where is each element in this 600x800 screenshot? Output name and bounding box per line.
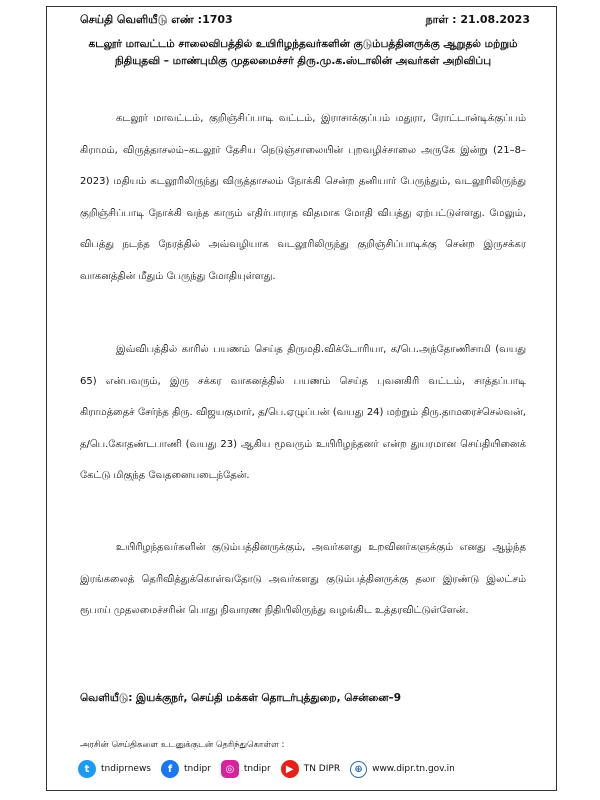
release-date: நாள் : 21.08.2023: [425, 13, 530, 26]
release-number: செய்தி வெளியீடு எண் :1703: [80, 13, 233, 26]
follow-text: அரசின் செய்திகளை உடனுக்குடன் தெரிந்துகொள்ள :: [80, 740, 285, 750]
release-by: வெளியீடு: இயக்குநர், செய்தி மக்கள் தொடர்புத்துறை, சென்னை–9: [80, 692, 402, 704]
youtube-link[interactable]: [281, 760, 340, 778]
facebook-handle: tndipr: [184, 764, 211, 774]
paragraph-1: கடலூர் மாவட்டம், குறிஞ்சிப்பாடி வட்டம், இராசாக்குப்பம் மதுரா, ரோட்டான்டிக்குப்பம் கிராமம், விருத்தாசலம்–கடலூர் தேசிய நெடுஞ்சாலையின் புறவழிச்சாலை அருகே இன்று (21–8–2023) மதியம் கடலூரிலிருந்து விருத்தாசலம் நோக்கி சென்ற தனியார் பேருந்தும், வடலூரிலிருந்து குறிஞ்சிப்பாடி நோக்கி வந்த காரும் எதிர்பாராத விதமாக மோதி விபத்து ஏற்பட்டுள்ளது. மேலும், விபத்து நடந்த நேரத்தில் அவ்வழியாக வடலூரிலிருந்து குறிஞ்சிப்பாடிக்கு சென்ற இருசக்கர வாகனத்தின் மீதும் பேருந்து மோதியுள்ளது.: [80, 113, 526, 282]
twitter-handle: tndiprnews: [101, 764, 151, 774]
social-links: [78, 760, 455, 778]
instagram-link[interactable]: [221, 760, 271, 778]
globe-icon: ⊕: [350, 761, 367, 778]
instagram-icon: ◎: [221, 760, 239, 778]
youtube-handle: TN DIPR: [303, 764, 341, 774]
website-url: www.dipr.tn.gov.in: [372, 764, 455, 774]
header: [80, 13, 530, 28]
document-title: கடலூர் மாவட்டம் சாலைவிபத்தில் உயிரிழந்தவர்களின் குடும்பத்தினருக்கு ஆறுதல் மற்றும் நிதியுதவி – மாண்புமிகு முதலமைச்சர் திரு.மு.க.ஸ்டாலின் அவர்கள் அறிவிப்பு: [88, 38, 518, 67]
facebook-icon: f: [161, 760, 179, 778]
paragraph-2: இவ்விபத்தில் காரில் பயணம் செய்த திருமதி.விக்டோரியா, க/பெ.அந்தோணிசாமி (வயது 65) என்பவரும், இரு சக்கர வாகனத்தில் பயணம் செய்த புவனகிரி வட்டம், சாத்தப்பாடி கிராமத்தைச் சேர்ந்த திரு. விஜயகுமார், த/பெ.ஏழுப்பன் (வயது 24) மற்றும் திரு.தாமரைச்செல்வன், த/பெ.கோதண்டபாணி (வயது 23) ஆகிய மூவரும் உயிரிழந்தனர் என்ற துயரமான செய்தியினைக் கேட்டு மிகுந்த வேதனையடைந்தேன்.: [80, 344, 526, 481]
twitter-icon: t: [78, 760, 96, 778]
paragraph-3: உயிரிழந்தவர்களின் குடும்பத்தினருக்கும், அவர்களது உறவினர்களுக்கும் எனது ஆழ்ந்த இரங்கலைத் தெரிவித்துக்கொள்வதோடு அவர்களது குடும்பத்தினருக்கு தலா இரண்டு இலட்சம் ரூபாய் முதலமைச்சரின் பொது நிவாரண நிதியிலிருந்து வழங்கிட உத்தரவிட்டுள்ளேன்.: [80, 542, 526, 616]
website-link[interactable]: [350, 761, 455, 778]
youtube-icon: ▶: [281, 760, 299, 778]
facebook-link[interactable]: [161, 760, 211, 778]
instagram-handle: tndipr: [243, 764, 271, 774]
twitter-link[interactable]: [78, 760, 151, 778]
